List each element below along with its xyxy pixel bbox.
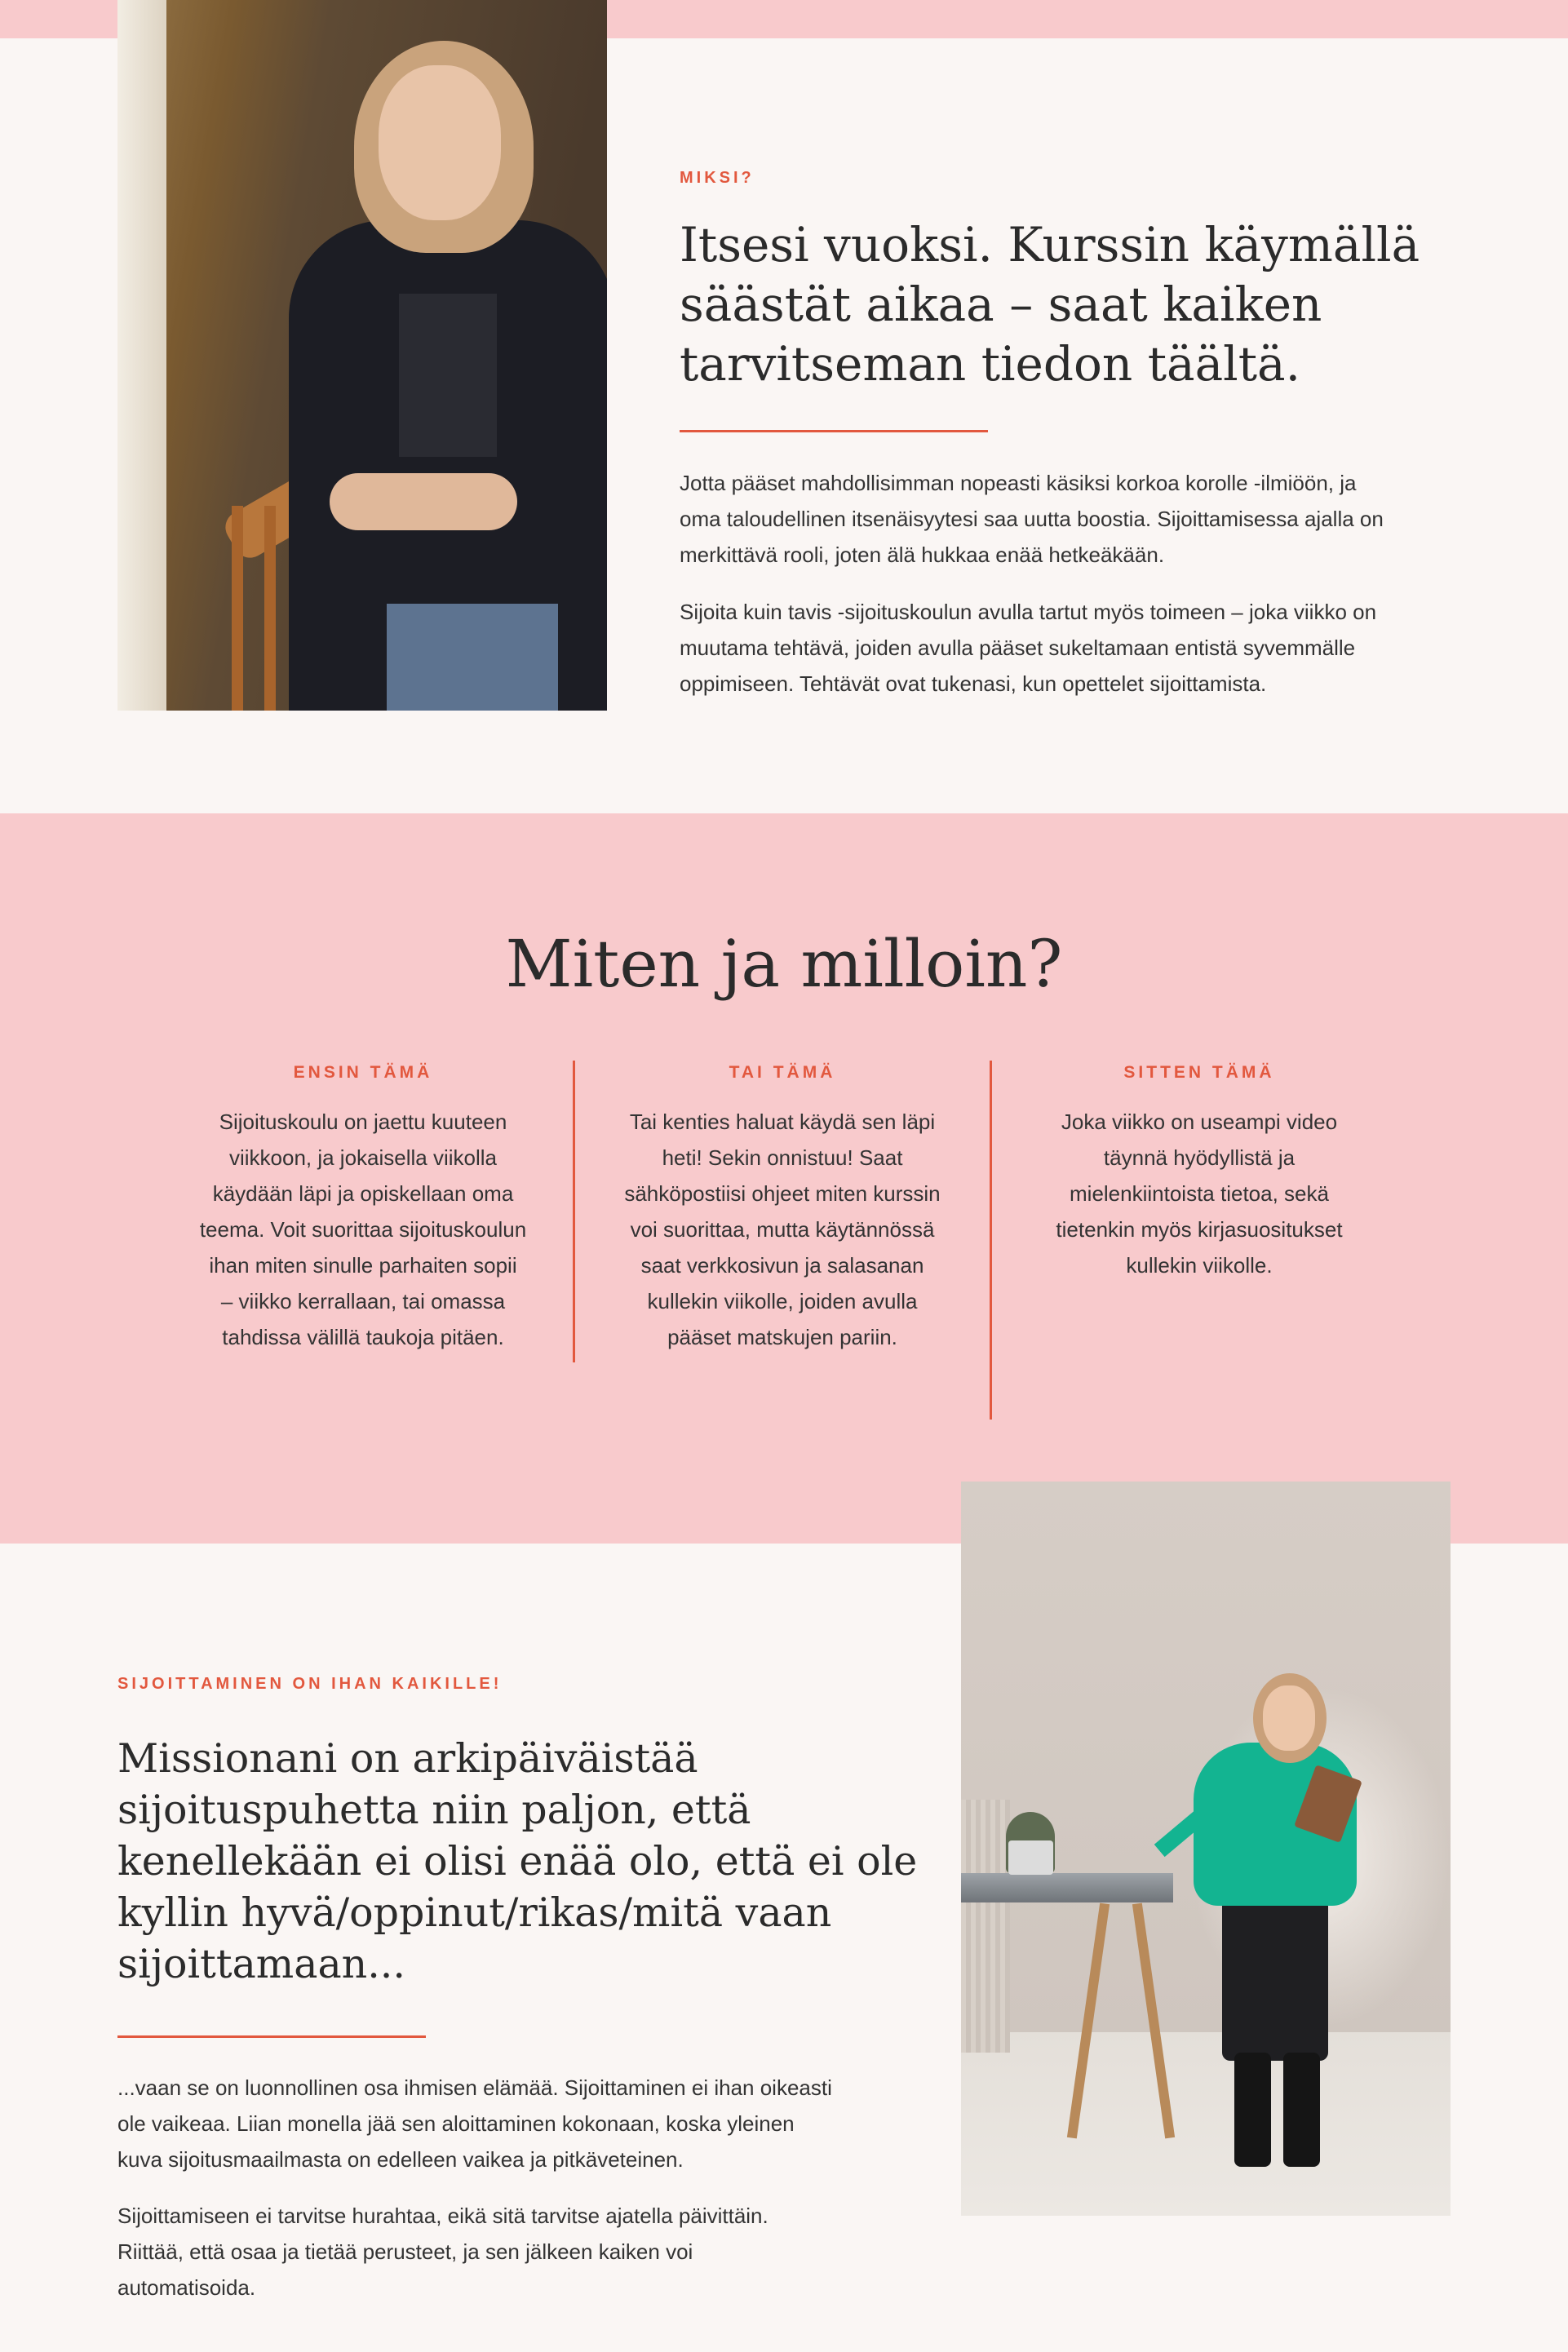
how-column-1 (184, 1063, 543, 1355)
how-column-divider-2 (990, 1061, 992, 1420)
how-column-2-label: TAI TÄMÄ (729, 1063, 836, 1082)
mission-paragraph-2: Sijoittamiseen ei tarvitse hurahtaa, eikä sitä tarvitse ajatella päivittäin. Riittää, että osaa ja tietää perusteet, ja sen jälkeen kaiken voi automatisoida. (117, 2204, 768, 2300)
portrait-photo-woman-staircase (117, 0, 607, 711)
why-paragraph-2: Sijoita kuin tavis -sijoituskoulun avulla tartut myös toimeen – joka viikko on muutama tehtävä, joiden avulla pääset sukeltamaan entistä syvemmälle oppimiseen. Tehtävät ovat tukenasi, kun opettelet sijoittamista. (680, 600, 1377, 696)
mission-paragraph-1: ...vaan se on luonnollinen osa ihmisen elämää. Sijoittaminen ei ihan oikeasti ole vaikeaa. Liian monella jää sen aloittaminen kokonaan, koska yleinen kuva sijoitusmaailmasta on edelleen vaikea ja pitkäveteinen. (117, 2075, 832, 2172)
how-column-1-text: Sijoituskoulu on jaettu kuuteen viikkoon, ja jokaisella viikolla käydään läpi ja opiskellaan oma teema. Voit suorittaa sijoituskoulun ihan miten sinulle parhaiten sopii – viikko kerrallaan, tai omassa tahdissa välillä taukoja pitäen. (199, 1110, 527, 1349)
why-paragraph-1: Jotta pääset mahdollisimman nopeasti käsiksi korkoa korolle -ilmiöön, ja oma taloudellinen itsenäisyytesi saa uutta boostia. Sijoittamisessa ajalla on merkittävä rooli, joten älä hukkaa enää hetkeäkään. (680, 471, 1384, 567)
how-title: Miten ja milloin? (505, 926, 1063, 1002)
why-eyebrow: MIKSI? (680, 169, 755, 187)
mission-heading: Missionani on arkipäiväistää sijoituspuhetta niin paljon, että kenellekään ei olisi enää olo, että ei ole kyllin hyvä/oppinut/rikas/mitä vaan sijoittamaan... (117, 1735, 918, 1987)
why-heading: Itsesi vuoksi. Kurssin käymällä säästät aikaa – saat kaiken tarvitseman tiedon täältä. (680, 217, 1420, 392)
how-column-divider-1 (573, 1061, 575, 1362)
mission-eyebrow: SIJOITTAMINEN ON IHAN KAIKILLE! (117, 1675, 503, 1693)
how-column-2 (603, 1063, 962, 1355)
how-column-3 (1020, 1063, 1379, 1283)
why-divider (680, 430, 988, 432)
portrait-photo-woman-green-shirt (961, 1482, 1451, 2216)
how-column-2-text: Tai kenties haluat käydä sen läpi heti! Sekin onnistuu! Saat sähköpostiisi ohjeet miten kurssin voi suorittaa, mutta käytännössä saat verkkosivun ja salasanan kullekin viikolle, joiden avulla pääset matskujen pariin. (624, 1110, 941, 1349)
mission-divider (117, 2035, 426, 2038)
how-column-1-label: ENSIN TÄMÄ (293, 1063, 433, 1082)
how-column-3-text: Joka viikko on useampi video täynnä hyödyllistä ja mielenkiintoista tietoa, sekä tietenkin myös kirjasuositukset kullekin viikolle. (1056, 1110, 1343, 1278)
how-column-3-label: SITTEN TÄMÄ (1123, 1063, 1275, 1082)
